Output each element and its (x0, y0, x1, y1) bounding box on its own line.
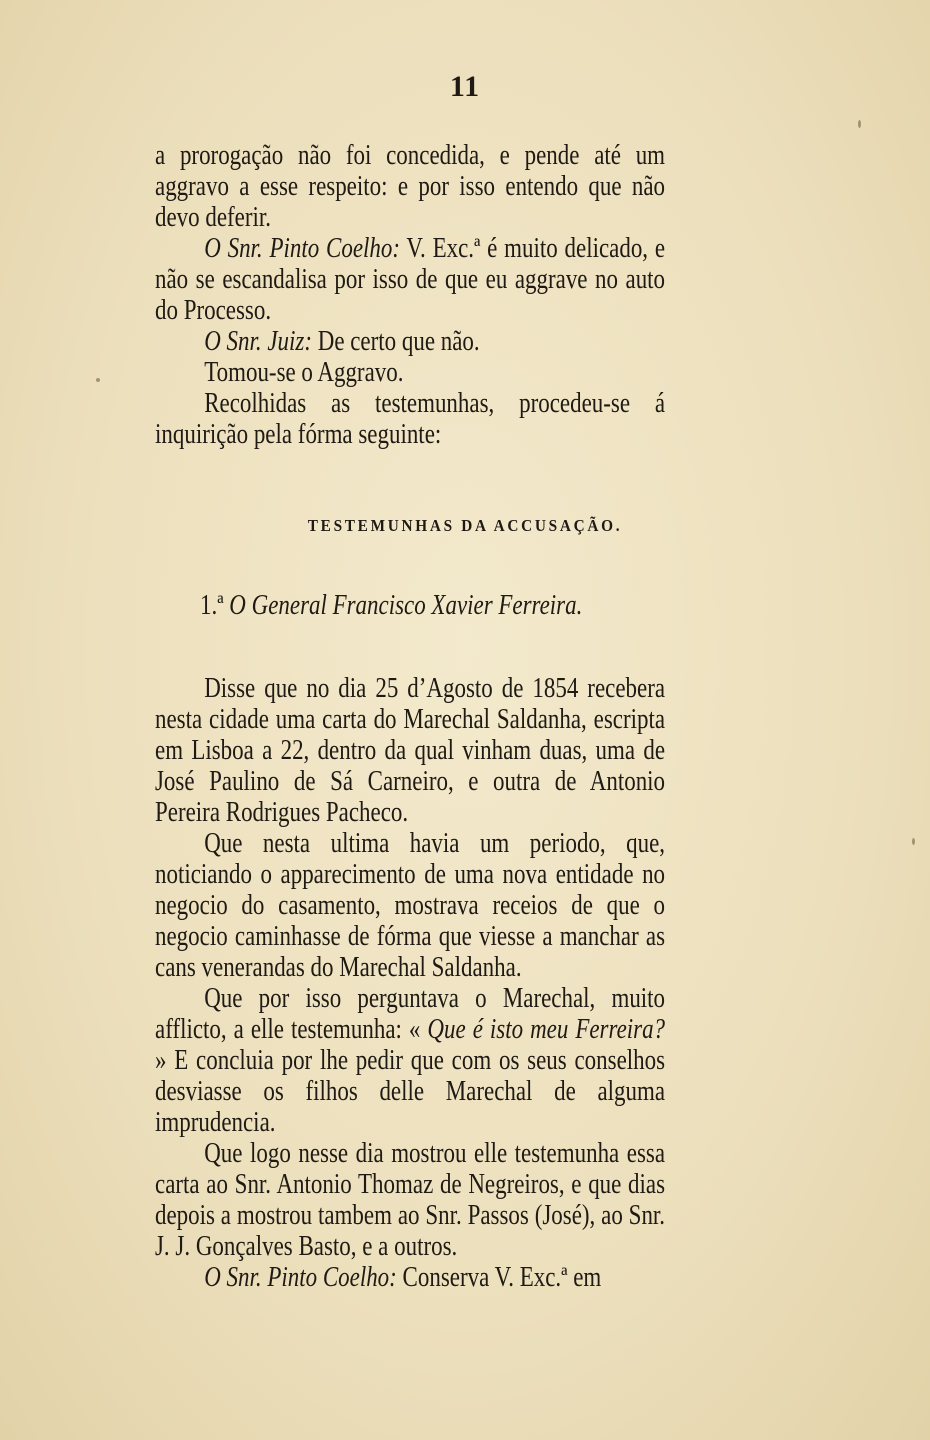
page-number: 11 (449, 70, 481, 103)
speaker-label: O Snr. Juiz: (204, 326, 312, 357)
ink-speck (96, 378, 100, 382)
paragraph: a prorogação não foi concedida, e pende até um aggravo a esse respeito: e por isso entendo que não devo deferir. (155, 140, 666, 233)
text-block-lower (155, 673, 665, 1293)
speech-paragraph (155, 233, 665, 326)
speaker-label: O Snr. Pinto Coelho: (204, 1262, 397, 1293)
speech-paragraph (155, 1262, 665, 1293)
quote-continuation: » E concluia por lhe pedir que com os seus conselhos desviasse os filhos delle Marechal de alguma imprudencia. (155, 1045, 666, 1138)
paragraph: Disse que no dia 25 d’Agosto de 1854 recebera nesta cidade uma carta do Marechal Saldanha, escripta em Lisboa a 22, dentro da qual vinham duas, uma de José Paulino de Sá Carneiro, e outra de Antonio Pereira Rodrigues Pacheco. (155, 673, 666, 828)
speech-text: Conserva V. Exc.ª em (402, 1262, 602, 1293)
paragraph: Tomou-se o Aggravo. (204, 357, 404, 388)
quoted-speech: Que é isto meu Ferreira? (427, 1014, 666, 1045)
witness-name: O General Francisco Xavier Ferreira. (229, 590, 583, 621)
ink-speck (858, 120, 861, 128)
speech-text: V. Exc.ª é muito delicado, e não se escandalisa por isso de que eu aggrave no auto do Processo. (155, 233, 666, 326)
speech-text: De certo que não. (317, 326, 480, 357)
speaker-label: O Snr. Pinto Coelho: (204, 233, 401, 264)
paragraph: Recolhidas as testemunhas, procedeu-se á inquirição pela fórma seguinte: (155, 388, 666, 450)
witness-number: 1.ª (200, 590, 224, 621)
ink-speck (912, 838, 915, 845)
section-heading: TESTEMUNHAS DA ACCUSAÇÃO. (307, 516, 623, 535)
witness-title (200, 590, 582, 622)
paragraph: Que nesta ultima havia um periodo, que, noticiando o apparecimento de uma nova entidade no negocio do casamento, mostrava receios de que o negocio caminhasse de fórma que viesse a manchar as cans venerandas do Marechal Saldanha. (155, 828, 666, 983)
speech-paragraph (155, 326, 665, 357)
paragraph: Que logo nesse dia mostrou elle testemunha essa carta ao Snr. Antonio Thomaz de Negreiros, e que dias depois a mostrou tambem ao Snr. Passos (José), ao Snr. J. J. Gonçalves Basto, e a outros. (155, 1138, 666, 1262)
text-block-upper (155, 140, 665, 450)
quote-paragraph (155, 983, 665, 1138)
quote-intro: Que por isso perguntava o Marechal, muito afflicto, a elle testemunha: « (155, 983, 666, 1045)
